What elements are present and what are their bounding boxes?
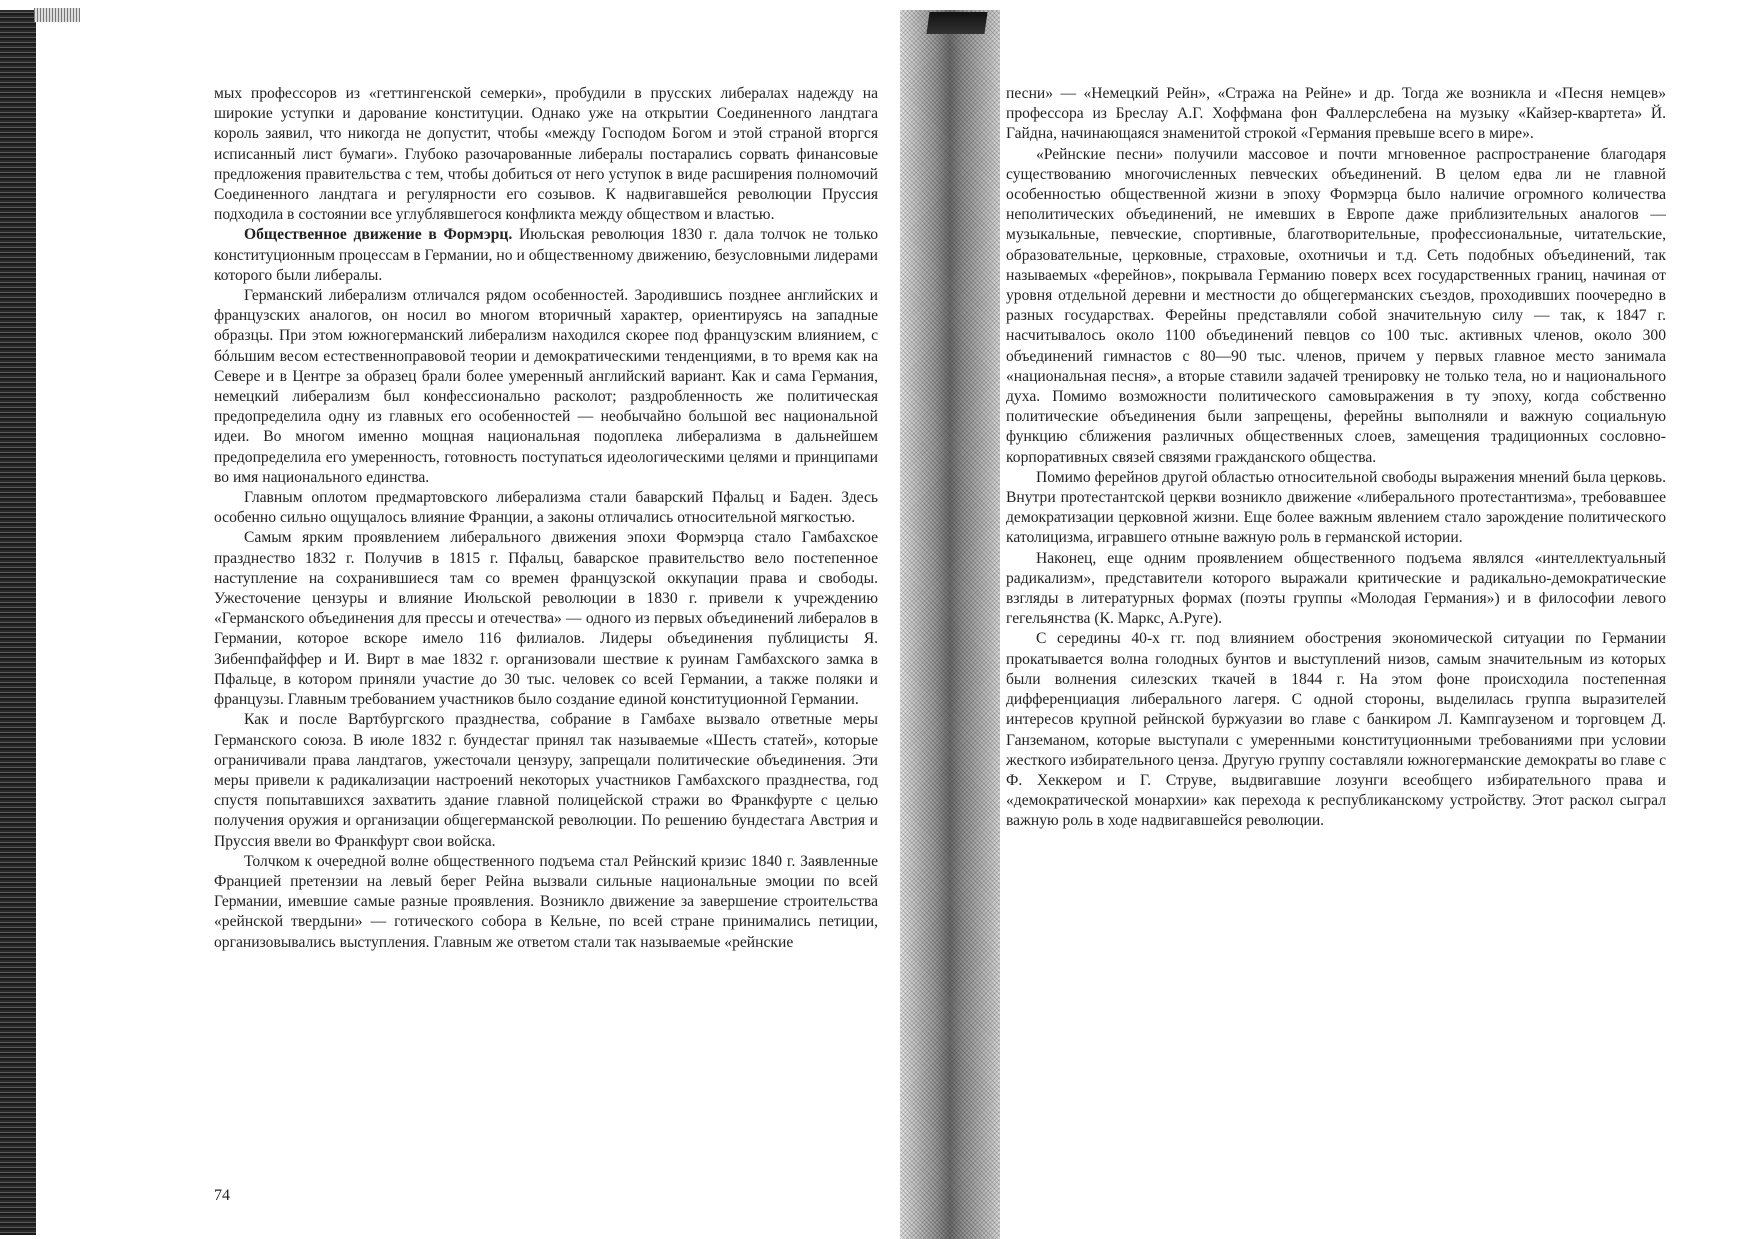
paragraph-text: Июльская революция 1830 г. дала толчок не только конституционным процессам в Германии, но и общественному движению, безусловными лидерами которого были либералы. — [214, 226, 879, 284]
paragraph: Германский либерализм отличался рядом особенностей. Зародившись позднее английских и французских аналогов, он носил во многом вторичный характер, ориентируясь на западные образцы. При этом южногерманский либерализм находился скорее под французским влиянием, с бóльшим весом естественноправовой теории и демократическими тенденциями, в то время как на Севере и в Центре за образец брали более умеренный английский вариант. Как и сама Германия, немецкий либерализм был конфессионально расколот; раздробленность же политическая предопределила одну из главных его особенностей — необычайно большой вес национальной идеи. Во многом именно мощная национальная подоплека либерализма в дальнейшем предопределила его умеренность, готовность поступаться идеологическими целями и принципами во имя национального единства. — [214, 287, 878, 486]
page-number: 74 — [214, 1187, 230, 1204]
left-page-text — [214, 84, 878, 953]
paragraph: «Рейнские песни» получили массовое и почти мгновенное распространение благодаря существованию многочисленных певческих объединений. В целом едва ли не главной особенностью общественной жизни в эпоху Формэрца было наличие огромного количества неполитических объединений, не имевших в Европе даже приблизительных аналогов — музыкальные, певческие, спортивные, благотворительные, профессиональные, читательские, образовательные, церковные, страховые, охотничьи и т.д. Сеть подобных объединений, так называемых «ферейнов», покрывала Германию поверх всех государственных границ, начиная от уровня отдельной деревни и местности до общегерманских съездов, проходивших поочередно в разных государствах. Ферейны представляли собой значительную силу — так, к 1847 г. насчитывалось около 1100 объединений певцов со 100 тыс. активных членов, около 300 объединений гимнастов с 80—90 тыс. членов, причем у первых главное место занимала «национальная песня», а вторые ставили задачей тренировку не только тела, но и национального духа. Помимо возможности политического самовыражения в ту эпоху, когда собственно политические объединения были запрещены, ферейны выполняли и важную социальную функцию сближения различных общественных слоев, замещения традиционных сословно-корпоративных связей связями гражданского общества. — [1006, 145, 1666, 466]
paragraph: С середины 40-х гг. под влиянием обострения экономической ситуации по Германии прокатывается волна голодных бунтов и выступлений низов, самым значительным из которых были волнения силезских ткачей в 1844 г. На этом фоне происходила постепенная дифференциация либерального лагеря. С одной стороны, выделилась группа выразителей интересов крупной рейнской буржуазии во главе с банкиром Л. Кампгаузеном и торговцем Д. Ганземаном, которые выступали с умеренными конституционными требованиями при условии жесткого избирательного ценза. Другую группу составляли южногерманские демократы во главе с Ф. Хеккером и Г. Струве, выдвигавшие лозунги всеобщего избирательного права и «демократической монархии» как перехода к республиканскому устройству. Этот раскол сыграл важную роль в ходе надвигавшейся революции. — [1006, 630, 1666, 830]
paragraph — [214, 225, 878, 286]
paragraph: Толчком к очередной волне общественного подъема стал Рейнский кризис 1840 г. Заявленные Францией претензии на левый берег Рейна вызвали сильные национальные эмоции по всей Германии, имевшие самые разные проявления. Возникло движение за завершение строительства «рейнской твердыни» — готического собора в Кельне, по всей стране принимались петиции, организовывались выступления. Главным же ответом стали так называемые «рейнские — [214, 852, 878, 951]
paragraph: Главным оплотом предмартовского либерализма стали баварский Пфальц и Баден. Здесь особенно сильно ощущалось влияние Франции, а законы отличались относительной мягкостью. — [214, 489, 878, 527]
right-page-text — [1006, 84, 1666, 832]
paragraph: мых профессоров из «геттингенской семерки», пробудили в прусских либералах надежду на широкие уступки и дарование конституции. Однако уже на открытии Соединенного ландтага король заявил, что никогда не допустит, чтобы «между Господом Богом и этой страной вторгся исписанный лист бумаги». Глубоко разочарованные либералы постарались сорвать финансовые предложения правительства с тем, чтобы добиться от него уступок в виде расширения полномочий Соединенного ландтага и регулярности его созывов. К надвигавшейся революции Пруссия подходила в состоянии все углублявшегося конфликта между обществом и властью. — [214, 85, 878, 224]
book-gutter-dark-corner — [926, 12, 987, 34]
book-edge-left — [0, 10, 36, 1235]
book-gutter-shadow — [900, 10, 1000, 1239]
paragraph: Помимо ферейнов другой областью относительной свободы выражения мнений была церковь. Внутри протестантской церкви возникло движение «либерального протестантизма», требовавшее демократизации церковной жизни. Еще более важным явлением стало зарождение политического католицизма, игравшего отныне важную роль в германской истории. — [1006, 468, 1666, 547]
paragraph: песни» — «Немецкий Рейн», «Стража на Рейне» и др. Тогда же возникла и «Песня немцев» профессора из Бреслау А.Г. Хоффмана фон Фаллерслебена на музыку «Кайзер-квартета» Й. Гайдна, начинающаяся знаменитой строкой «Германия превыше всего в мире». — [1006, 85, 1666, 143]
paragraph: Самым ярким проявлением либерального движения эпохи Формэрца стало Гамбахское празднество 1832 г. Получив в 1815 г. Пфальц, баварское правительство вело постепенное наступление на сохранившиеся там со времен французской оккупации права и свободы. Ужесточение цензуры и влияние Июльской революции в 1830 г. привели к учреждению «Германского объединения для прессы и отечества» — одного из первых объединений либералов в Германии, которое вскоре имело 116 филиалов. Лидеры объединения публицисты Я. Зибенпфайффер и И. Вирт в мае 1832 г. организовали шествие к руинам Гамбахского замка в Пфальце, в котором приняли участие до 30 тыс. человек со всей Германии, а также поляки и французы. Главным требованием участников было создание единой конституционной Германии. — [214, 529, 878, 709]
paragraph: Наконец, еще одним проявлением общественного подъема являлся «интеллектуальный радикализм», представители которого выражали критические и радикально-демократические взгляды в литературных формах (поэты группы «Молодая Германия») и в философии левого гегельянства (К. Маркс, А.Руге). — [1006, 549, 1666, 628]
section-heading: Общественное движение в Формэрц. — [244, 226, 513, 244]
paragraph: Как и после Вартбургского празднества, собрание в Гамбахе вызвало ответные меры Германского союза. В июле 1832 г. бундестаг принял так называемые «Шесть статей», которые ограничивали права ландтагов, ужесточали цензуру, запрещали политические объединения. Эти меры привели к радикализации настроений некоторых участников Гамбахского празднества, год спустя попытавшихся захватить здание главной полицейской стражи во Франкфурте с целью получения оружия и организации общегерманской революции. По решению бундестага Австрия и Пруссия ввели во Франкфурт свои войска. — [214, 711, 878, 850]
book-edge-top — [34, 8, 80, 22]
